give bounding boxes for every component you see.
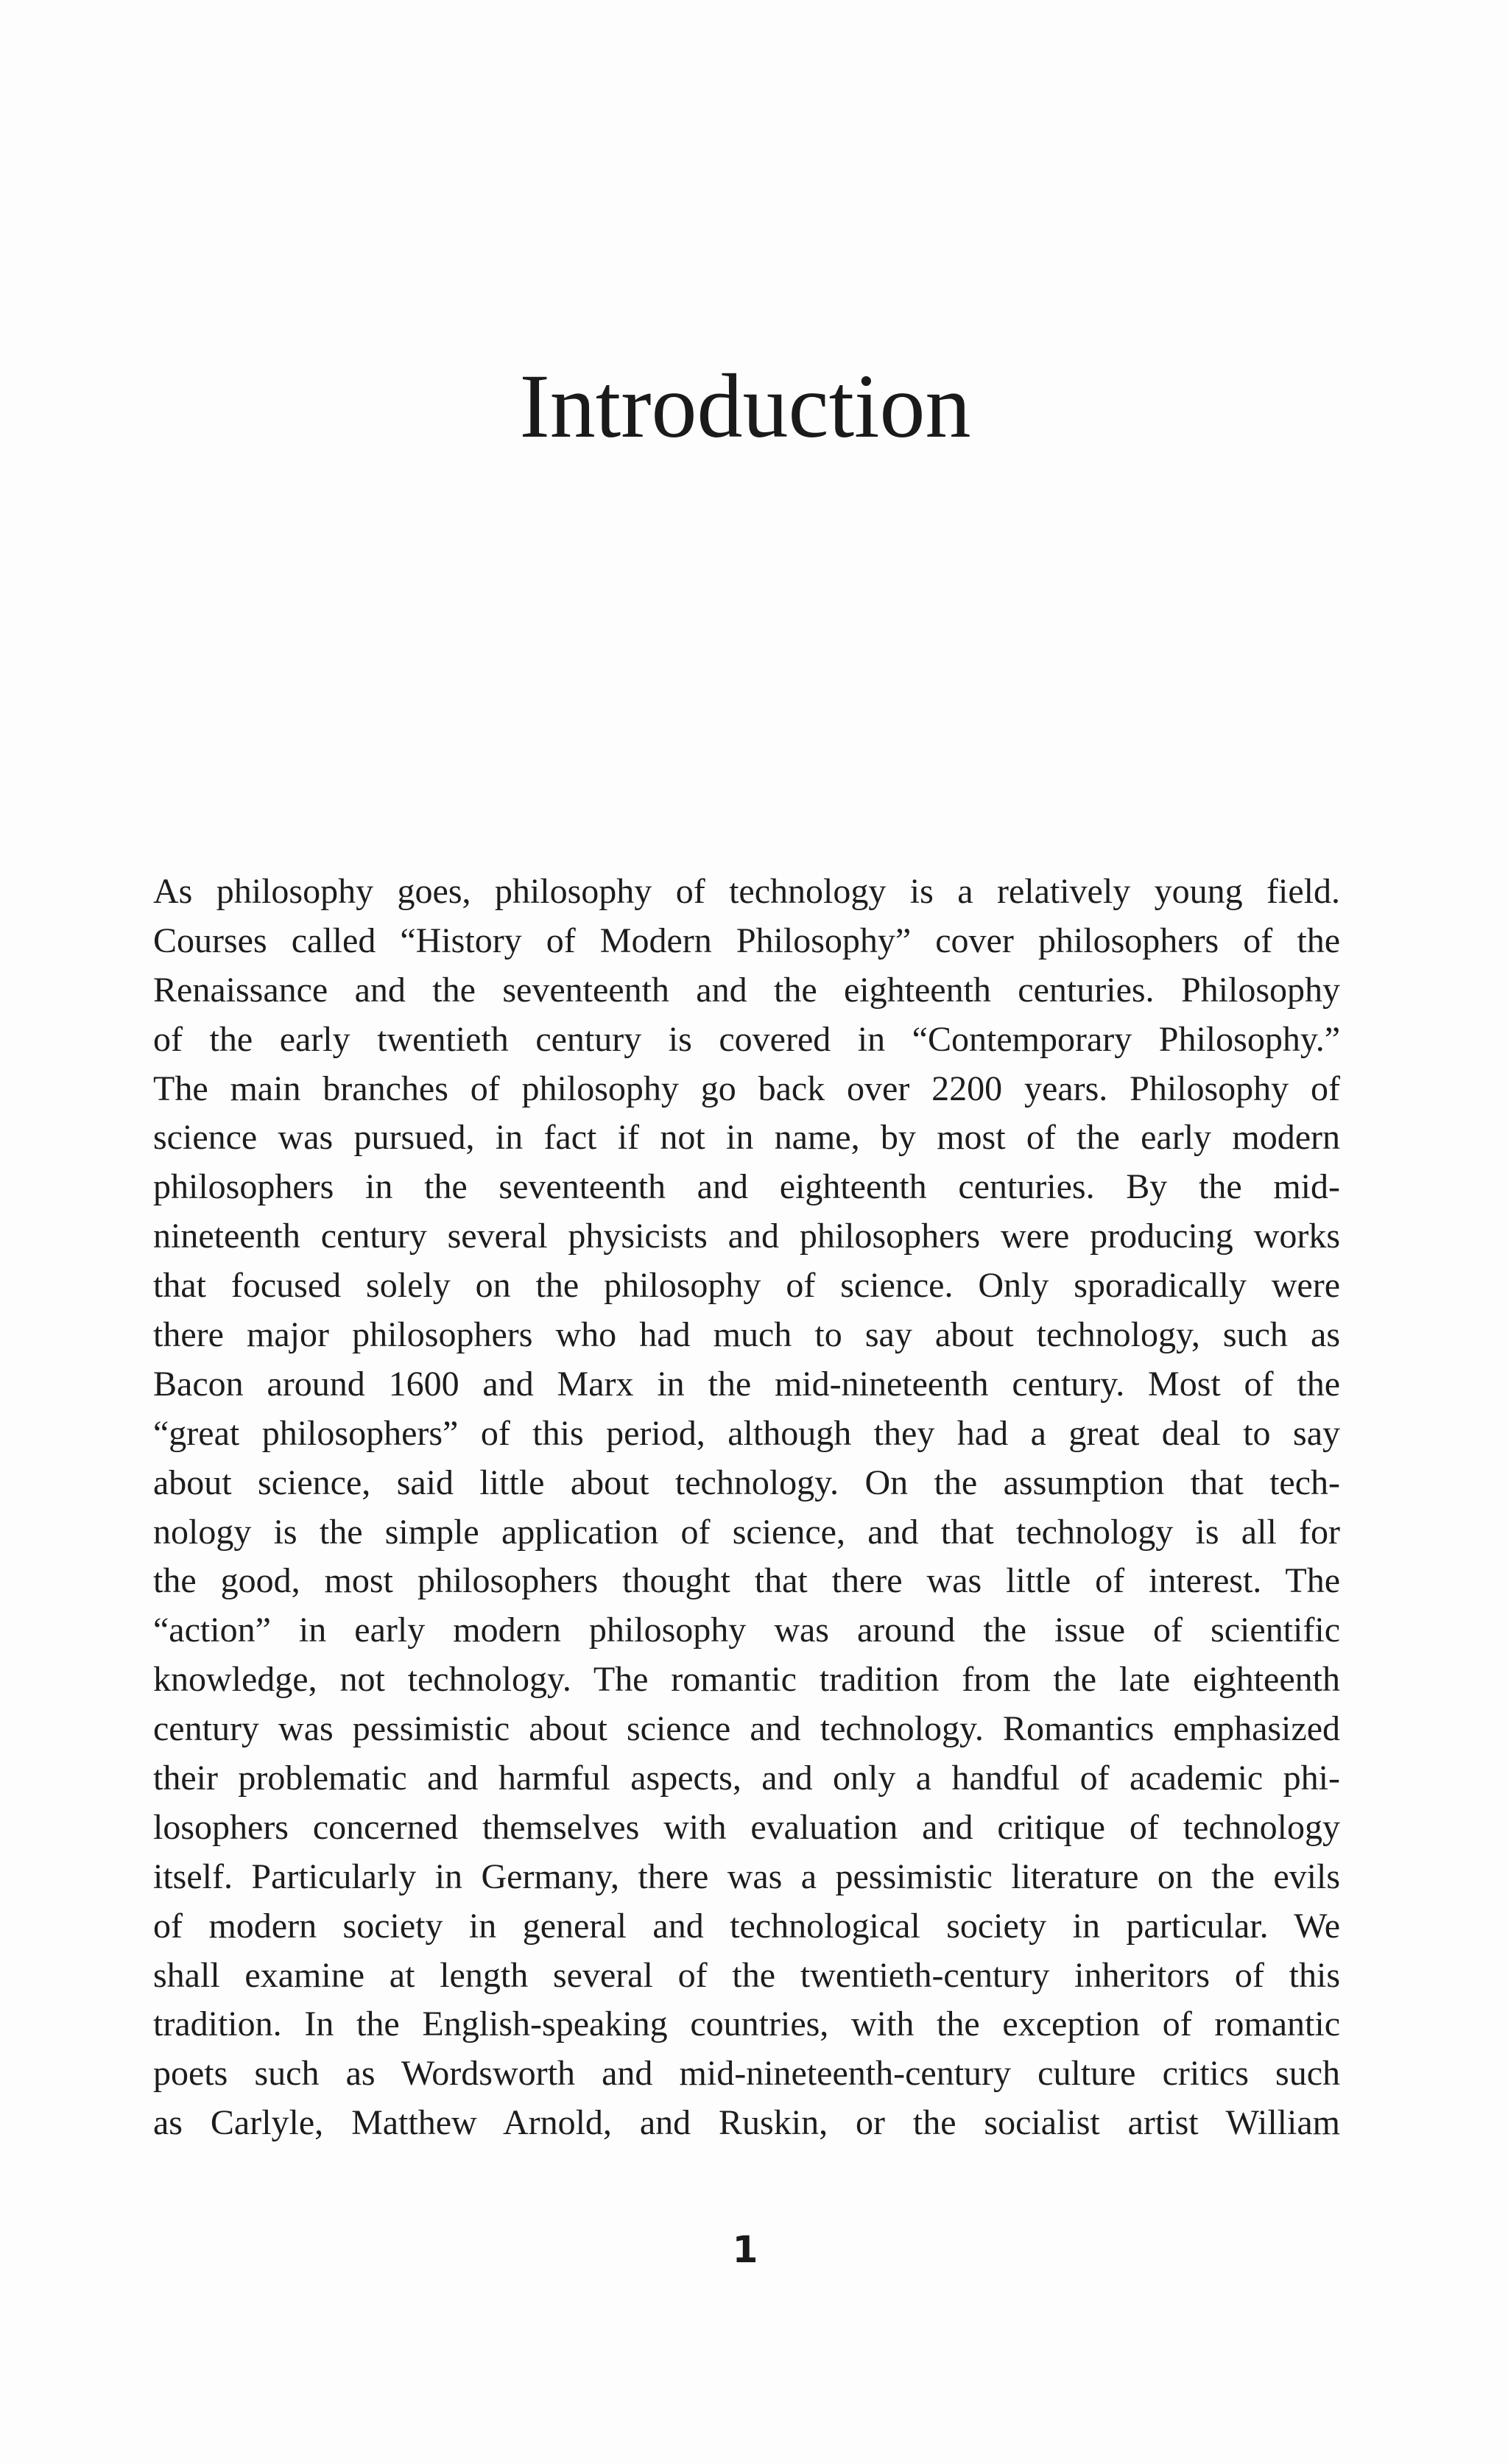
text-line: nology is the simple application of science, and that technology is all for <box>153 1512 1340 1552</box>
body-paragraph <box>153 867 1340 2148</box>
text-line: As philosophy goes, philosophy of technology is a relatively young field. <box>153 872 1340 911</box>
page-number: 1 <box>732 2228 758 2271</box>
text-line: “great philosophers” of this period, although they had a great deal to say <box>153 1413 1340 1453</box>
text-line: losophers concerned themselves with evaluation and critique of technology <box>153 1807 1340 1847</box>
text-line: as Carlyle, Matthew Arnold, and Ruskin, or the socialist artist William <box>153 2103 1340 2143</box>
text-line: of the early twentieth century is covered in “Contemporary Philosophy.” <box>153 1019 1340 1059</box>
text-line: Bacon around 1600 and Marx in the mid-nineteenth century. Most of the <box>153 1364 1340 1404</box>
text-line: their problematic and harmful aspects, and only a handful of academic phi- <box>153 1759 1340 1798</box>
text-line: Renaissance and the seventeenth and the eighteenth centuries. Philosophy <box>153 970 1340 1010</box>
text-line: nineteenth century several physicists and philosophers were producing works <box>153 1217 1340 1256</box>
text-line: “action” in early modern philosophy was around the issue of scientific <box>153 1611 1340 1650</box>
text-line: itself. Particularly in Germany, there was a pessimistic literature on the evils <box>153 1856 1340 1896</box>
text-line: there major philosophers who had much to say about technology, such as <box>153 1315 1340 1355</box>
text-line: science was pursued, in fact if not in name, by most of the early modern <box>153 1118 1340 1158</box>
text-line: shall examine at length several of the twentieth-century inheritors of this <box>153 1955 1340 1995</box>
text-line: century was pessimistic about science and technology. Romantics emphasized <box>153 1709 1340 1749</box>
text-line: tradition. In the English-speaking countries, with the exception of romantic <box>153 2004 1340 2044</box>
text-line: of modern society in general and technological society in particular. We <box>153 1906 1340 1946</box>
text-line: philosophers in the seventeenth and eighteenth centuries. By the mid- <box>153 1167 1340 1207</box>
text-line: knowledge, not technology. The romantic tradition from the late eighteenth <box>153 1660 1340 1700</box>
text-line: poets such as Wordsworth and mid-nineteenth-century culture critics such <box>153 2054 1340 2094</box>
text-line: The main branches of philosophy go back over 2200 years. Philosophy of <box>153 1069 1340 1108</box>
text-line: Courses called “History of Modern Philosophy” cover philosophers of the <box>153 921 1340 960</box>
chapter-title: Introduction <box>519 356 971 457</box>
text-line: the good, most philosophers thought that there was little of interest. The <box>153 1561 1340 1601</box>
text-line: about science, said little about technology. On the assumption that tech- <box>153 1462 1340 1502</box>
text-line: that focused solely on the philosophy of science. Only sporadically were <box>153 1266 1340 1306</box>
